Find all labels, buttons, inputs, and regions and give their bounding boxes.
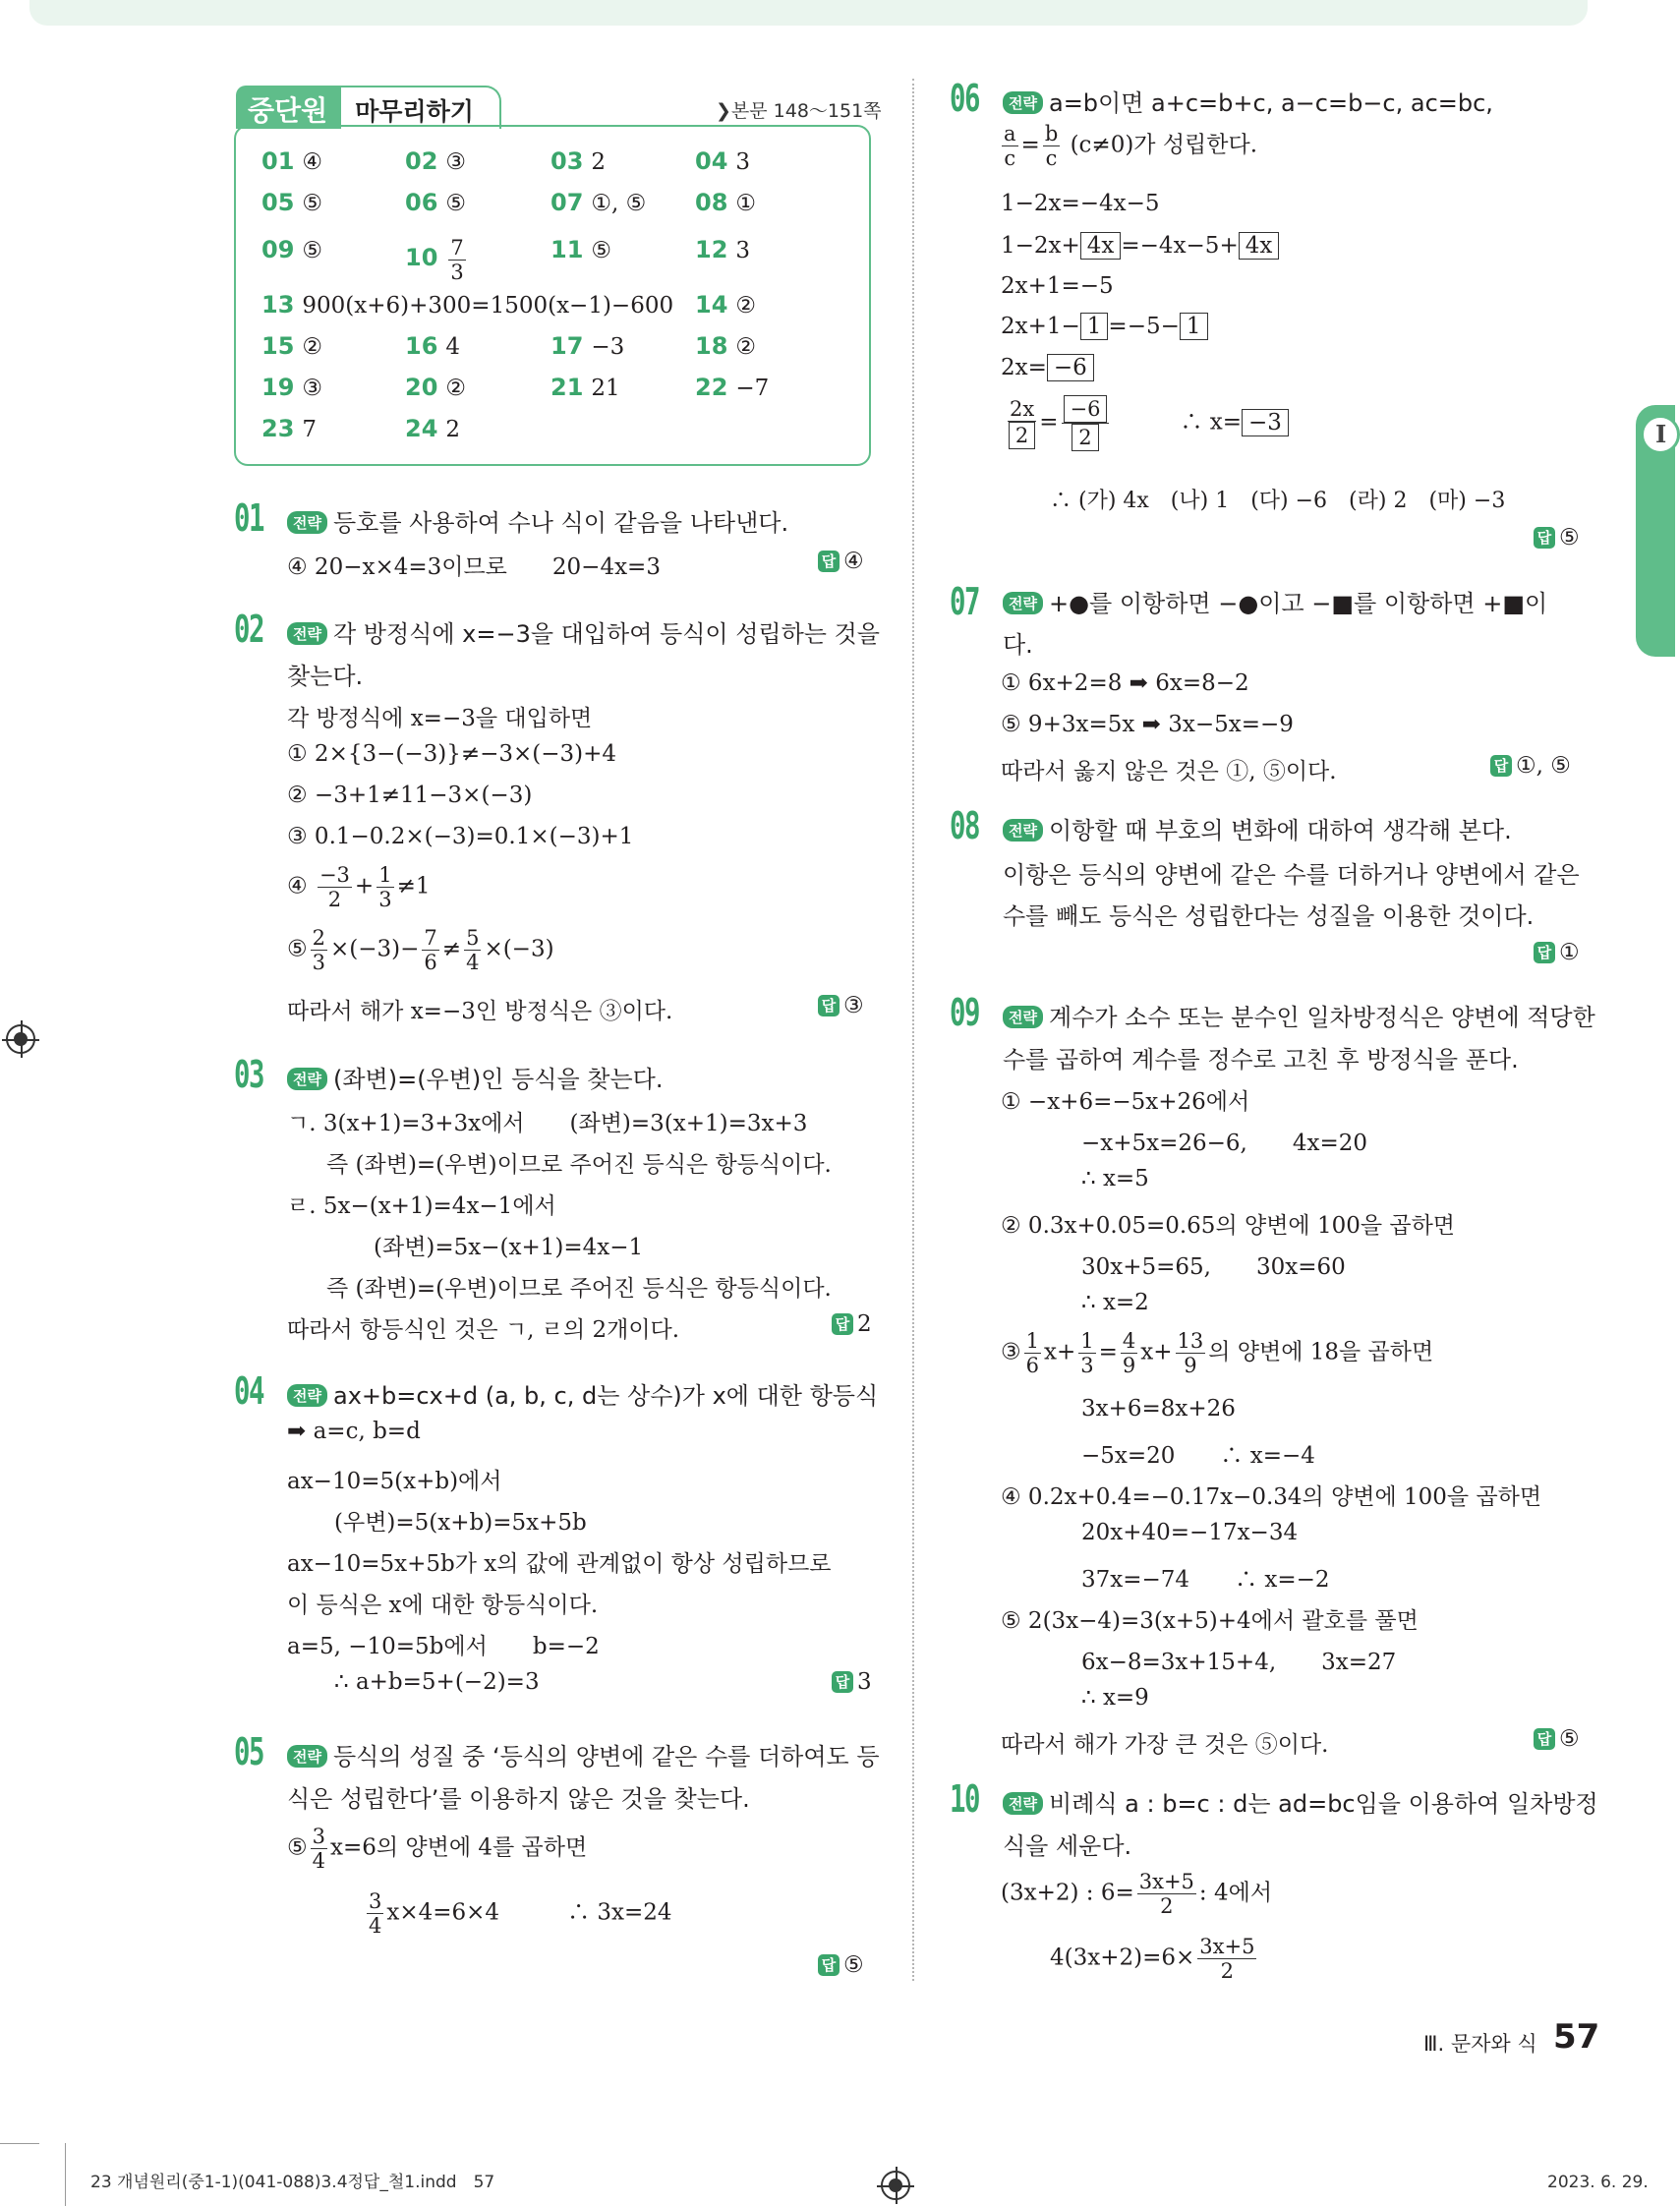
problem-number: 08 — [950, 804, 980, 847]
answer-badge: 답 ④ — [818, 549, 864, 574]
solution-line: 따라서 옳지 않은 것은 ①, ⑤이다. — [1001, 759, 1337, 784]
crop-mark — [0, 2143, 39, 2144]
problem-strategy: 전략 +●를 이항하면 −●이고 −■를 이항하면 +■이 — [1003, 584, 1547, 618]
footer-file: 23 개념원리(중1-1)(041-088)3.4정답_철1.indd 57 — [90, 2173, 495, 2192]
answer-badge: 답 3 — [832, 1669, 872, 1695]
summary-answer: 09 ⑤ — [261, 236, 323, 263]
solution-line: 2x+1− 1 =−5− 1 — [1001, 313, 1208, 340]
answer-badge: 답 ⑤ — [818, 1952, 864, 1978]
solution-line: ∴ x=2 — [1081, 1290, 1149, 1315]
problem-strategy-cont: 식을 세운다. — [1003, 1832, 1132, 1860]
fraction-answer: $\frac{7}{3}$ — [450, 236, 464, 284]
problem-strategy: 전략 (좌변)=(우변)인 등식을 찾는다. — [287, 1060, 663, 1094]
problem-strategy: 전략 계수가 소수 또는 분수인 일차방정식은 양변에 적당한 — [1003, 998, 1595, 1032]
summary-answer: 21 21 — [550, 374, 620, 401]
chapter-numeral: Ⅰ — [1641, 415, 1680, 454]
problem-strategy: 전략 등호를 사용하여 수나 식이 같음을 나타낸다. — [287, 503, 788, 538]
solution-line: 따라서 항등식인 것은 ㄱ, ㄹ의 2개이다. — [287, 1317, 680, 1343]
solution-line: 따라서 해가 x=−3인 방정식은 ③이다. — [287, 999, 673, 1024]
answer-badge: 답 ⑤ — [1534, 525, 1580, 551]
problem-strategy: 전략 이항할 때 부호의 변화에 대하여 생각해 본다. — [1003, 811, 1512, 845]
summary-answer: 16 4 — [405, 332, 461, 360]
problem-number: 03 — [234, 1053, 264, 1096]
summary-answer: 17 −3 — [550, 332, 625, 360]
solution-line: 2x= −6 — [1001, 354, 1094, 381]
answer-badge: 답 2 — [832, 1311, 872, 1337]
solution-line: ① 2×{3−(−3)}≠−3×(−3)+4 — [287, 741, 617, 767]
solution-line: ② 0.3x+0.05=0.65의 양변에 100을 곱하면 — [1001, 1213, 1456, 1239]
solution-line: $\frac{3}{4}$ x×4=6×4 ∴ 3x=24 — [369, 1889, 672, 1938]
summary-answer: 01 ④ — [261, 147, 323, 175]
summary-tag — [236, 86, 501, 129]
solution-line: (우변)=5(x+b)=5x+5b — [334, 1510, 587, 1536]
page-number: 57 — [1553, 2017, 1600, 2057]
summary-answer: 13 900(x+6)+300=1500(x−1)−600 — [261, 291, 674, 319]
footer-date: 2023. 6. 29. — [1547, 2173, 1665, 2192]
summary-answer: 19 ③ — [261, 374, 323, 401]
solution-line: ⑤ $\frac{3}{4}$ x=6의 양변에 4를 곱하면 — [287, 1825, 588, 1873]
solution-line: 20x+40=−17x−34 — [1081, 1520, 1299, 1545]
answer-badge: 답 ③ — [818, 993, 864, 1018]
summary-answer: 18 ② — [695, 332, 757, 360]
summary-answer: 24 2 — [405, 415, 461, 442]
problem-number: 04 — [234, 1369, 264, 1413]
solution-line: ⑤ 2(3x−4)=3(x+5)+4에서 괄호를 풀면 — [1001, 1608, 1419, 1634]
solution-line: 이 등식은 x에 대한 항등식이다. — [287, 1593, 599, 1618]
problem-strategy-cont: 다. — [1003, 631, 1033, 659]
solution-line: ∴ x=9 — [1081, 1685, 1149, 1711]
registration-mark-icon — [881, 2171, 910, 2200]
solution-line: ④ $\frac{-3}{2}$ + $\frac{1}{3}$ ≠1 — [287, 863, 431, 911]
problem-strategy-cont: 수를 곱하여 계수를 정수로 고친 후 방정식을 푼다. — [1003, 1046, 1519, 1074]
problem-number: 10 — [950, 1777, 980, 1821]
solution-line: ③ $\frac{1}{6}$ x+ $\frac{1}{3}$ = $\frac{4}{9}$ x+ $\frac{13}{9}$ 의 양변에 18을 곱하면 — [1001, 1329, 1434, 1377]
solution-line: (좌변)=5x−(x+1)=4x−1 — [374, 1235, 644, 1260]
summary-tag-main: 중단원 — [236, 86, 339, 129]
solution-line: 1−2x+ 4x =−4x−5+ 4x — [1001, 232, 1279, 260]
problem-strategy: 전략 a=b이면 a+c=b+c, a−c=b−c, ac=bc, — [1003, 84, 1493, 118]
chapter-title: Ⅲ. 문자와 식 — [1423, 2032, 1537, 2056]
problem-strategy-cont: ➡ a=c, b=d — [287, 1419, 421, 1444]
solution-line: $\frac{2x}{2}$ = $\frac{-6}{2}$ ∴ x= −3 — [1005, 395, 1289, 451]
summary-answer: 10 $\frac{7}{3}$ — [405, 236, 469, 284]
problem-strategy-cont: 찾는다. — [287, 663, 364, 690]
answer-badge: 답 ①, ⑤ — [1490, 753, 1571, 779]
summary-answer: 05 ⑤ — [261, 189, 323, 216]
solution-line: ⑤ $\frac{2}{3}$ ×(−3)− $\frac{7}{6}$ ≠ $\frac{5}{4}$ ×(−3) — [287, 926, 554, 974]
summary-answer: 14 ② — [695, 291, 757, 319]
solution-line: ① 6x+2=8 ➡ 6x=8−2 — [1001, 670, 1249, 696]
solution-line: ② −3+1≠11−3×(−3) — [287, 783, 533, 808]
solution-line: 즉 (좌변)=(우변)이므로 주어진 등식은 항등식이다. — [326, 1276, 832, 1302]
solution-line: 6x−8=3x+15+4, 3x=27 — [1081, 1650, 1397, 1675]
solution-line: ∴ (가) 4x (나) 1 (다) −6 (라) 2 (마) −3 — [1050, 489, 1506, 513]
crop-mark — [65, 2143, 66, 2206]
problem-number: 05 — [234, 1730, 264, 1773]
summary-answer: 03 2 — [550, 147, 607, 175]
problem-strategy: 전략 등식의 성질 중 ‘등식의 양변에 같은 수를 더하여도 등 — [287, 1737, 880, 1771]
problem-number: 09 — [950, 991, 980, 1034]
summary-answer: 02 ③ — [405, 147, 467, 175]
problem-number: 07 — [950, 580, 980, 623]
solution-line: ㄱ. 3(x+1)=3+3x에서 (좌변)=3(x+1)=3x+3 — [287, 1111, 808, 1136]
solution-line: 1−2x=−4x−5 — [1001, 191, 1160, 216]
problem-strategy-cont: $\frac{a}{c}$ = $\frac{b}{c}$ (c≠0)가 성립한다. — [1004, 122, 1258, 170]
summary-answer: 22 −7 — [695, 374, 770, 401]
solution-line: 30x+5=65, 30x=60 — [1081, 1254, 1346, 1280]
summary-answer: 20 ② — [405, 374, 467, 401]
summary-answer: 04 3 — [695, 147, 751, 175]
solution-line: 각 방정식에 x=−3을 대입하면 — [287, 706, 593, 731]
summary-answer: 15 ② — [261, 332, 323, 360]
summary-answer: 23 7 — [261, 415, 318, 442]
solution-line: 4(3x+2)=6× $\frac{3x+5}{2}$ — [1050, 1935, 1255, 1983]
problem-number: 02 — [234, 608, 264, 651]
summary-answer: 07 ①, ⑤ — [550, 189, 647, 216]
solution-line: ④ 0.2x+0.4=−0.17x−0.34의 양변에 100을 곱하면 — [1001, 1484, 1542, 1510]
solution-line: ax−10=5x+5b가 x의 값에 관계없이 항상 성립하므로 — [287, 1551, 832, 1577]
solution-line: ∴ x=5 — [1081, 1166, 1149, 1191]
problem-strategy: 전략 비례식 a : b=c : d는 ad=bc임을 이용하여 일차방정 — [1003, 1784, 1598, 1819]
summary-answer: 12 3 — [695, 236, 751, 263]
problem-number: 01 — [234, 496, 264, 540]
solution-line: 2x+1=−5 — [1001, 273, 1114, 299]
solution-line: ① −x+6=−5x+26에서 — [1001, 1089, 1250, 1115]
top-band — [29, 0, 1588, 26]
column-divider — [912, 79, 914, 1981]
solution-line: −5x=20 ∴ x=−4 — [1081, 1443, 1315, 1469]
solution-line: ∴ a+b=5+(−2)=3 — [334, 1669, 540, 1695]
solution-line: ㄹ. 5x−(x+1)=4x−1에서 — [287, 1193, 556, 1219]
solution-line: (3x+2) : 6= $\frac{3x+5}{2}$ : 4에서 — [1001, 1870, 1273, 1918]
solution-line: a=5, −10=5b에서 b=−2 — [287, 1634, 600, 1659]
solution-line: ④ 20−x×4=3이므로 20−4x=3 — [287, 554, 661, 580]
problem-strategy-cont: 식은 성립한다’를 이용하지 않은 것을 찾는다. — [287, 1785, 750, 1813]
registration-mark-icon — [6, 1024, 35, 1054]
problem-number: 06 — [950, 77, 980, 120]
summary-page-ref: ❯본문 148～151쪽 — [716, 100, 882, 122]
summary-tag-sub: 마무리하기 — [339, 86, 501, 129]
answer-badge: 답 ① — [1534, 940, 1580, 965]
solution-line: 따라서 해가 가장 큰 것은 ⑤이다. — [1001, 1732, 1329, 1758]
solution-line: 37x=−74 ∴ x=−2 — [1081, 1567, 1330, 1593]
summary-answer: 06 ⑤ — [405, 189, 467, 216]
solution-line: ⑤ 9+3x=5x ➡ 3x−5x=−9 — [1001, 712, 1294, 737]
problem-strategy: 전략 각 방정식에 x=−3을 대입하여 등식이 성립하는 것을 — [287, 614, 880, 649]
solution-line: 즉 (좌변)=(우변)이므로 주어진 등식은 항등식이다. — [326, 1152, 832, 1178]
solution-line: −x+5x=26−6, 4x=20 — [1081, 1131, 1368, 1156]
solution-line: ③ 0.1−0.2×(−3)=0.1×(−3)+1 — [287, 824, 634, 849]
chapter-side-tab — [1636, 405, 1675, 657]
summary-answer: 11 ⑤ — [550, 236, 612, 263]
solution-line: 수를 빼도 등식은 성립한다는 성질을 이용한 것이다. — [1003, 902, 1535, 930]
answer-badge: 답 ⑤ — [1534, 1726, 1580, 1752]
summary-answer: 08 ① — [695, 189, 757, 216]
problem-strategy: 전략 ax+b=cx+d (a, b, c, d는 상수)가 x에 대한 항등식 — [287, 1376, 878, 1411]
solution-line: ax−10=5(x+b)에서 — [287, 1469, 502, 1494]
solution-line: 이항은 등식의 양변에 같은 수를 더하거나 양변에서 같은 — [1003, 861, 1580, 889]
solution-line: 3x+6=8x+26 — [1081, 1396, 1236, 1422]
